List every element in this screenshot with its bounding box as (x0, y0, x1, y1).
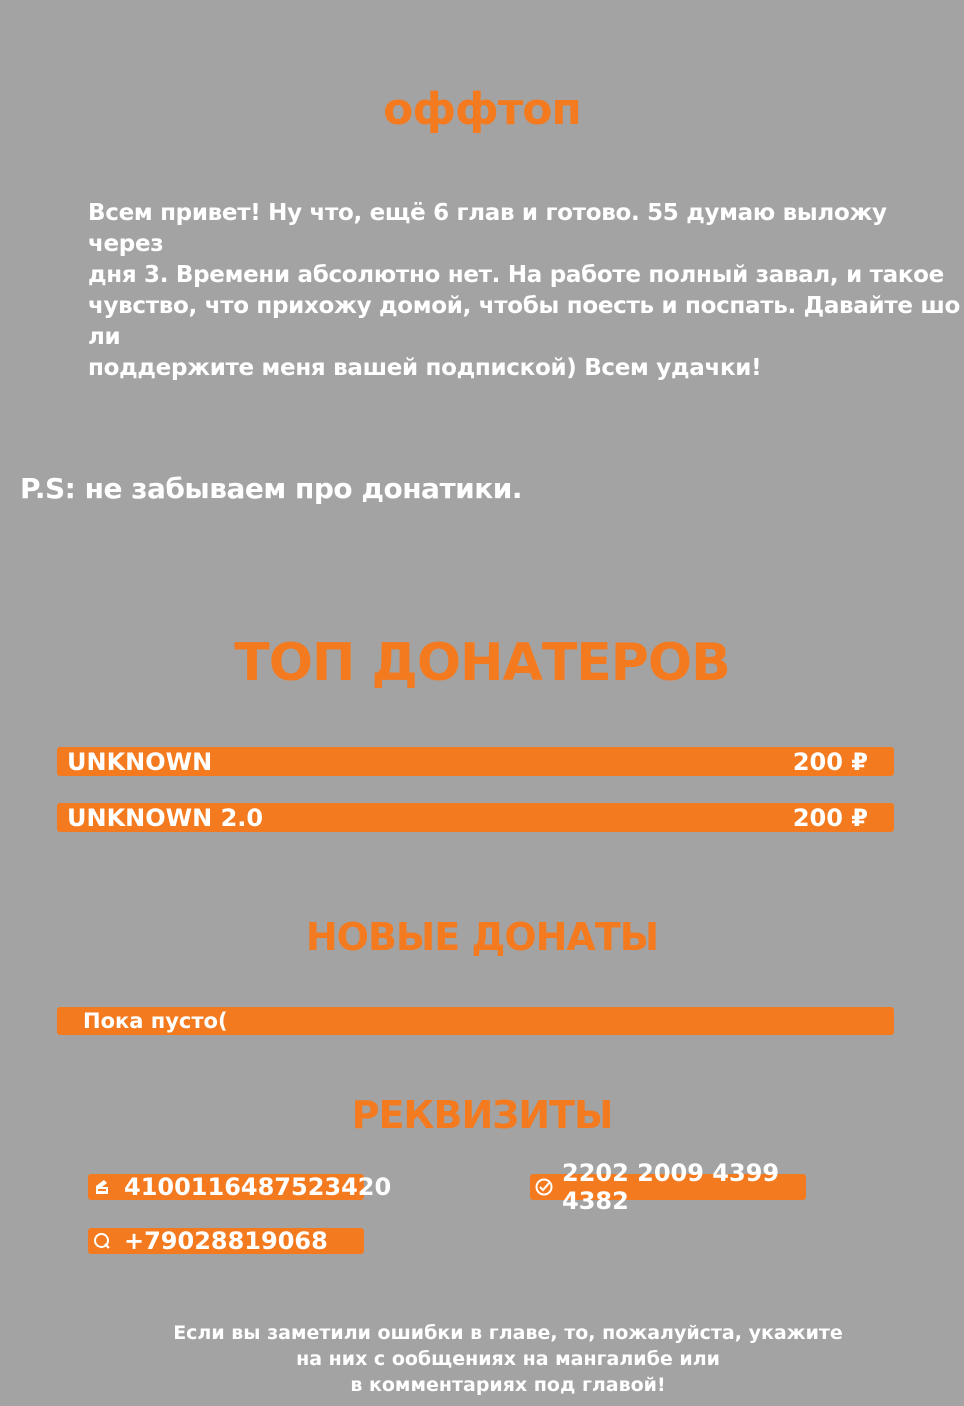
intro-line: дня 3. Времени абсолютно нет. На работе полный завал, и такое (88, 262, 944, 288)
intro-text (88, 198, 964, 384)
yoomoney-icon (92, 1177, 112, 1197)
donator-amount: 200 ₽ (792, 747, 868, 776)
new-donations-heading: НОВЫЕ ДОНАТЫ (305, 915, 659, 959)
footer-note (0, 1320, 964, 1398)
intro-line: поддержите меня вашей подпиской) Всем удачки! (88, 355, 762, 381)
donator-row (57, 747, 894, 776)
requisite-value[interactable]: +79028819068 (124, 1227, 328, 1255)
new-donations-empty-text: Пока пусто( (83, 1009, 228, 1033)
sberbank-icon (534, 1177, 554, 1197)
requisite-value[interactable]: 2202 2009 4399 4382 (562, 1159, 780, 1215)
requisite-yoomoney (88, 1173, 392, 1201)
intro-line: Всем привет! Ну что, ещё 6 глав и готово. 55 думаю выложу через (88, 200, 887, 257)
postscript: P.S: не забываем про донатики. (20, 472, 523, 505)
footer-line: Если вы заметили ошибки в главе, то, пожалуйста, укажите (173, 1322, 843, 1344)
donator-name: UNKNOWN (67, 747, 213, 776)
new-donations-bar (57, 1007, 894, 1035)
footer-line: на них с ообщениях на мангалибе или (296, 1348, 720, 1370)
donator-amount: 200 ₽ (792, 803, 868, 832)
page-title: оффтоп (383, 84, 581, 135)
requisites-heading: РЕКВИЗИТЫ (351, 1093, 613, 1137)
requisite-sberbank (530, 1159, 806, 1215)
donator-row (57, 803, 894, 832)
footer-line: в комментариях под главой! (350, 1374, 666, 1396)
qiwi-icon (92, 1231, 112, 1251)
top-donators-heading: ТОП ДОНАТЕРОВ (234, 633, 730, 693)
donator-name: UNKNOWN 2.0 (67, 803, 264, 832)
requisite-value[interactable]: 4100116487523420 (124, 1173, 392, 1201)
intro-line: чувство, что прихожу домой, чтобы поесть и поспать. Давайте шо ли (88, 293, 960, 350)
requisite-qiwi (88, 1228, 364, 1254)
